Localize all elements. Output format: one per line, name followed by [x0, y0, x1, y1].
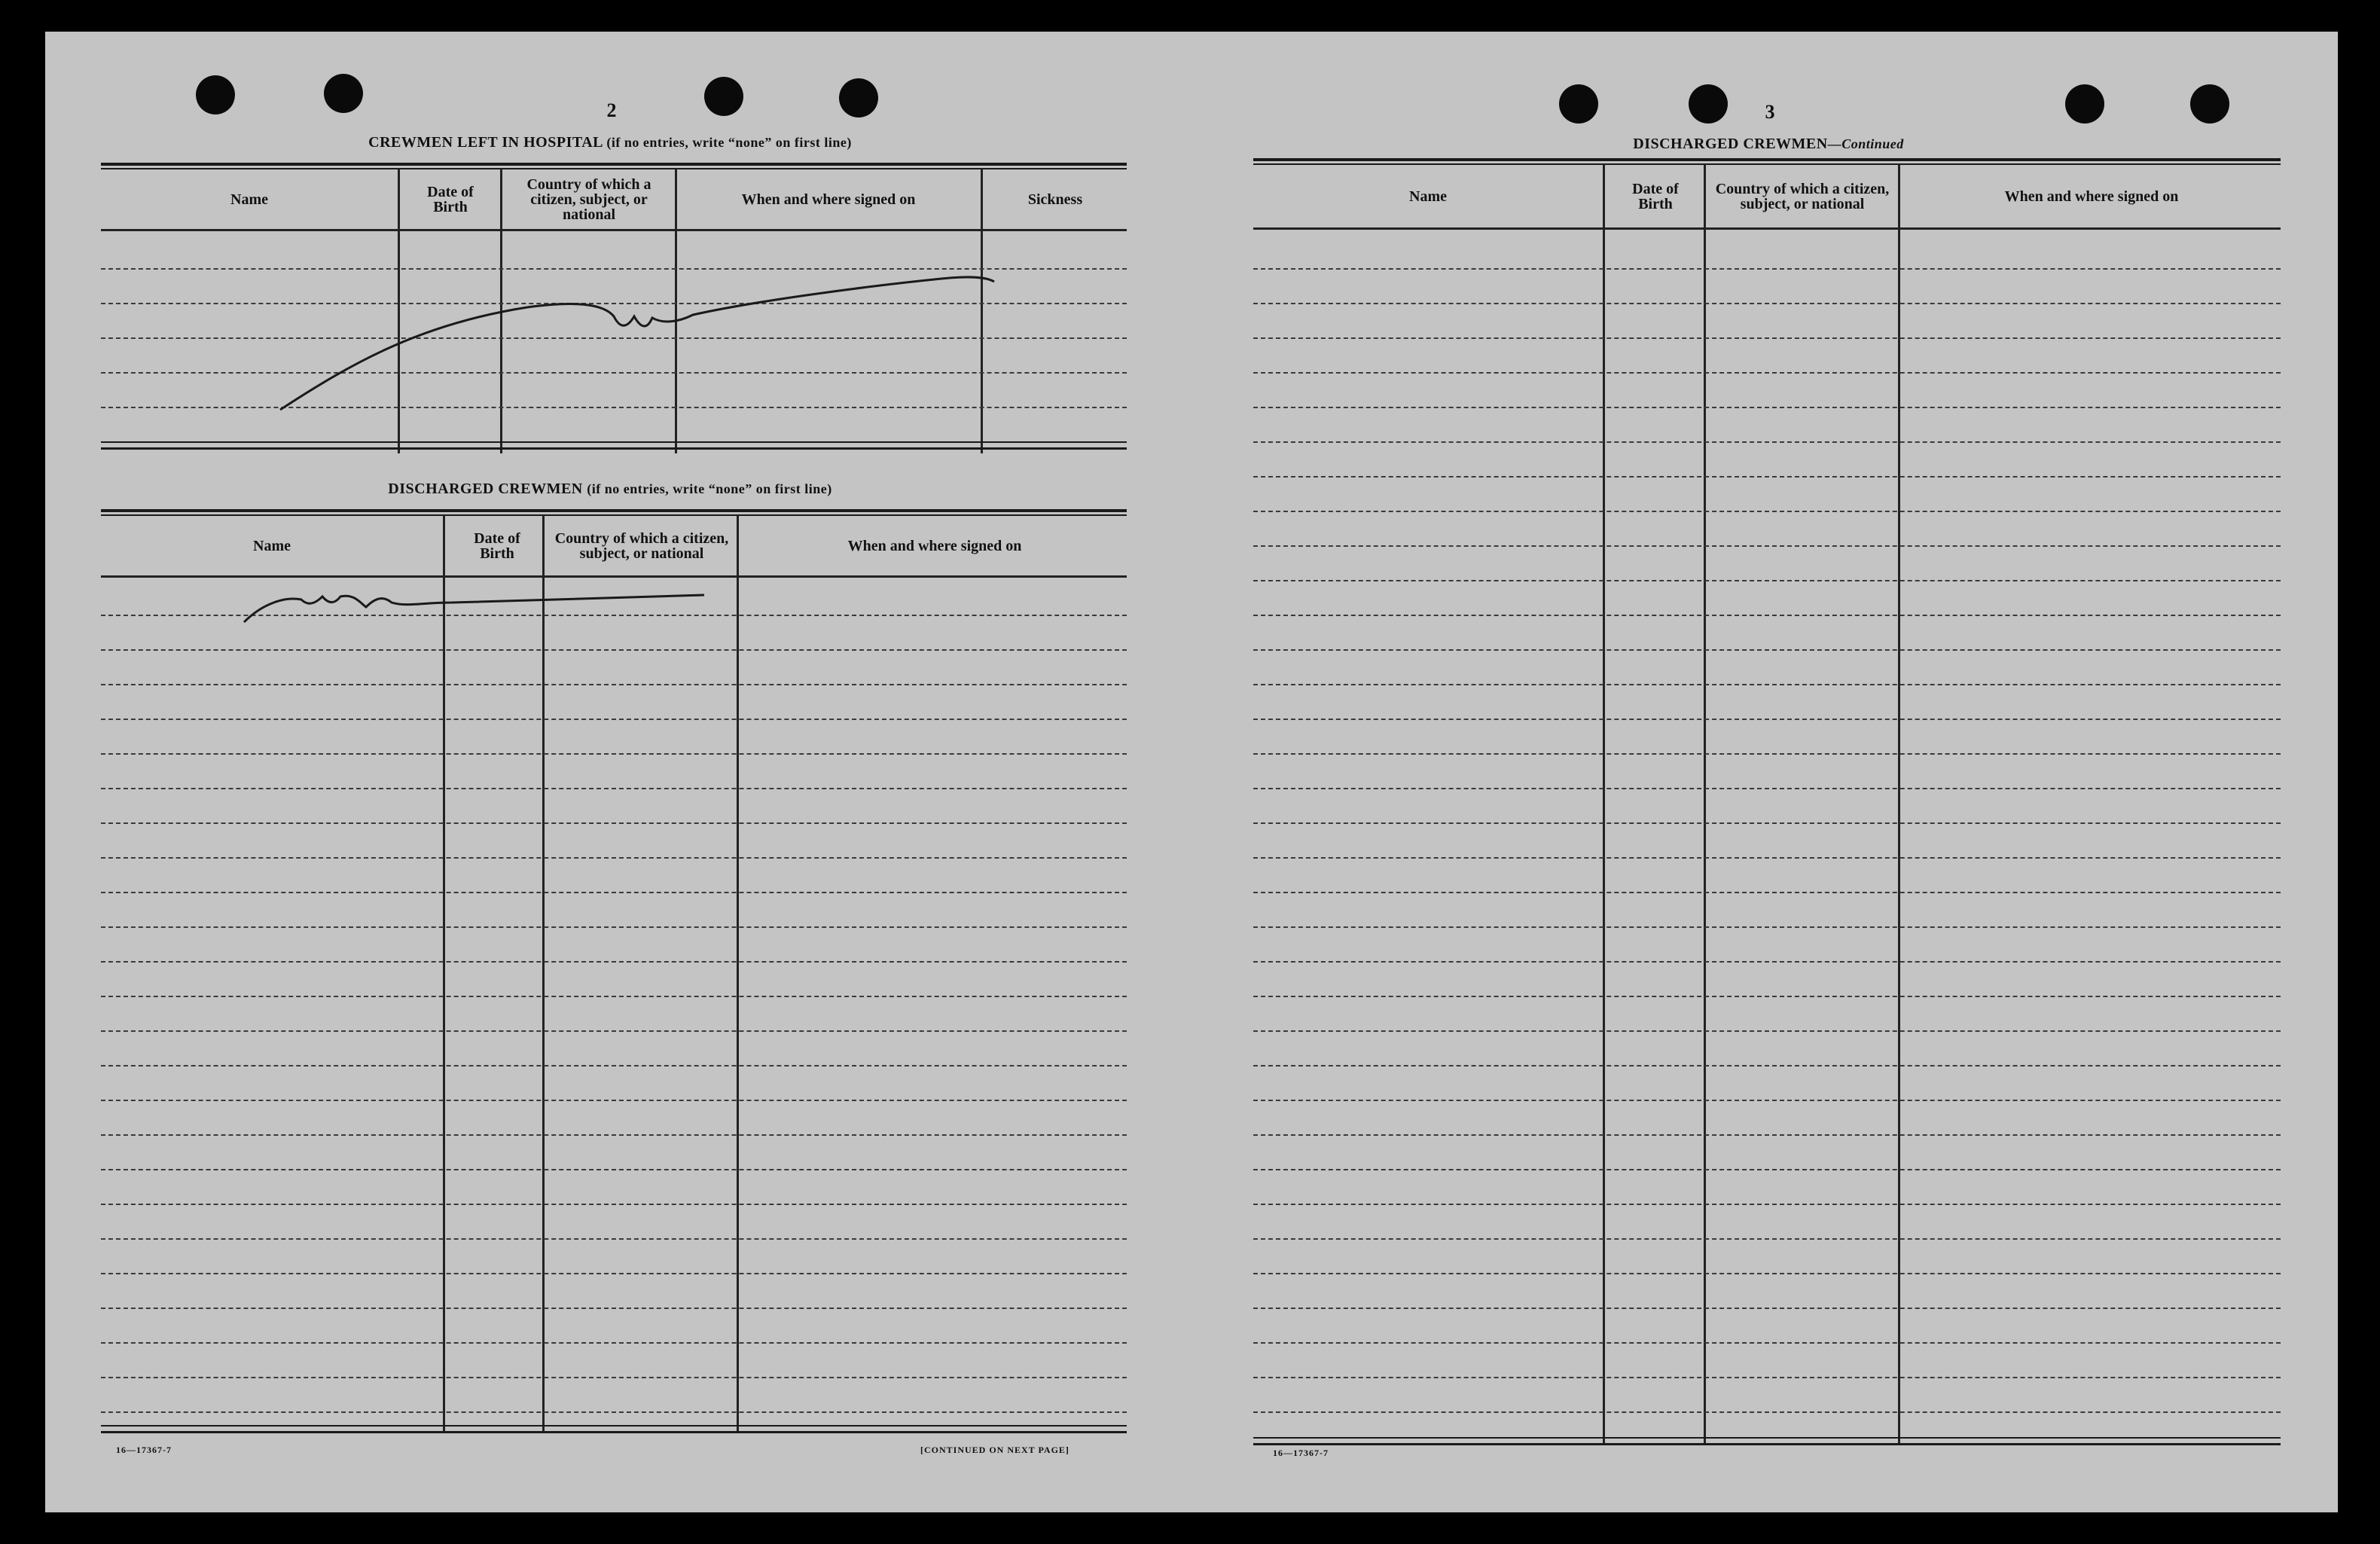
- col-header-name: Name: [230, 191, 268, 208]
- col-header-signed-on: When and where signed on: [2004, 188, 2179, 205]
- page-number-right: 3: [1765, 101, 1775, 123]
- col-header-signed-on: When and where signed on: [847, 538, 1022, 554]
- handwritten-none-discharged: [244, 595, 704, 622]
- form-number-right: 16—17367-7: [1273, 1448, 1329, 1458]
- col-header-country: Country of which a citizen, subject, or national: [554, 530, 729, 562]
- col-header-country: Country of which a citizen, subject, or national: [526, 176, 651, 223]
- col-header-signed-on: When and where signed on: [741, 191, 916, 208]
- page-number-left: 2: [606, 99, 617, 121]
- col-header-country: Country of which a citizen, subject, or national: [1715, 181, 1890, 212]
- discharged-continued-title: DISCHARGED CREWMEN—Continued: [1633, 136, 1904, 152]
- col-header-date-of-birth: Date of Birth: [1632, 181, 1679, 212]
- col-header-date-of-birth: Date of Birth: [427, 184, 474, 215]
- handwritten-none-hospital: [280, 277, 994, 410]
- continued-note: [CONTINUED ON NEXT PAGE]: [920, 1445, 1069, 1455]
- discharged-table-title: DISCHARGED CREWMEN (if no entries, write “none” on first line): [388, 481, 832, 497]
- hospital-table-title: CREWMEN LEFT IN HOSPITAL (if no entries, write “none” on first line): [368, 134, 852, 151]
- form-number-left: 16—17367-7: [116, 1445, 172, 1455]
- col-header-date-of-birth: Date of Birth: [474, 530, 520, 562]
- col-header-name: Name: [253, 538, 291, 554]
- col-header-sickness: Sickness: [1027, 191, 1083, 208]
- col-header-name: Name: [1409, 188, 1447, 205]
